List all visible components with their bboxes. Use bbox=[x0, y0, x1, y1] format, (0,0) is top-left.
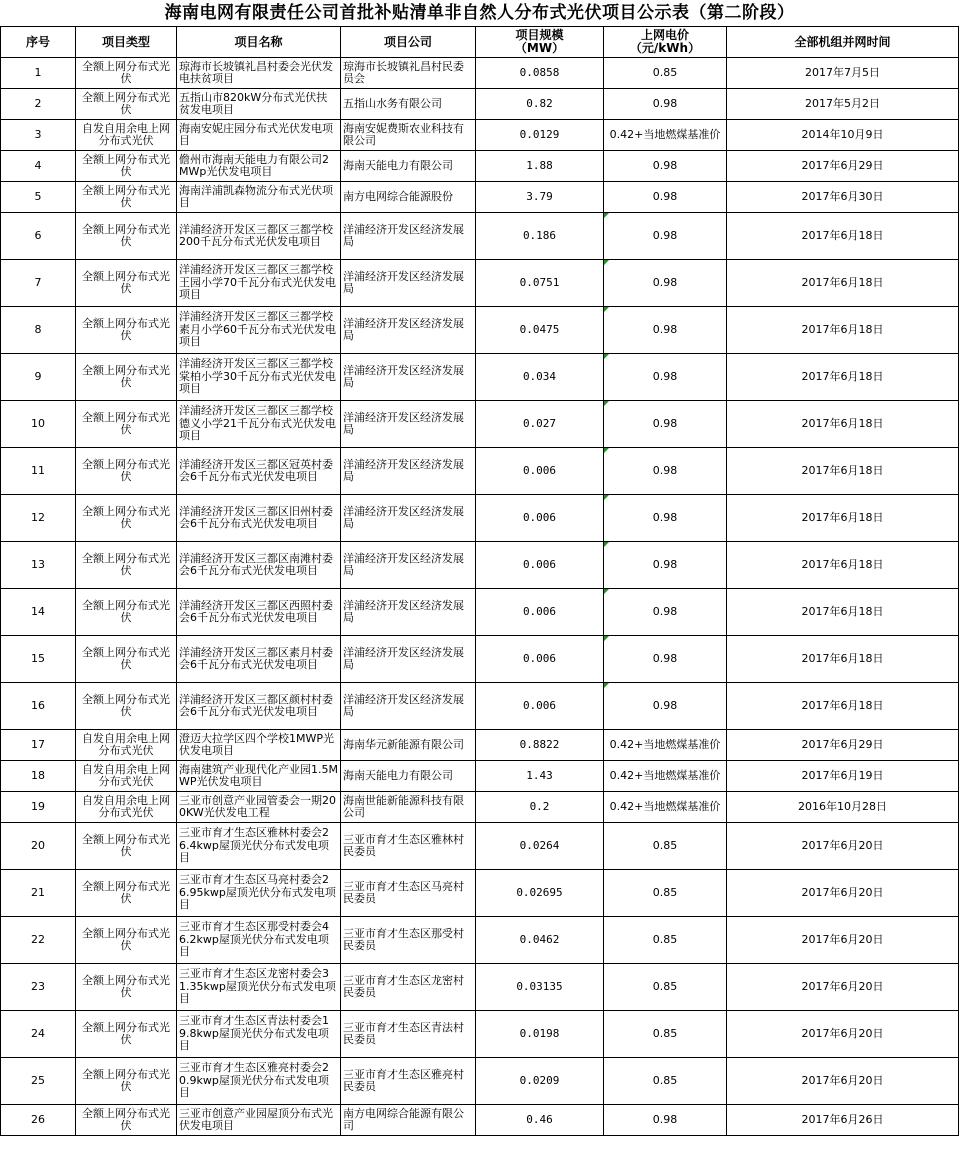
table-row bbox=[1, 542, 959, 589]
cell-company: 洋浦经济开发区经济发展局 bbox=[341, 542, 476, 589]
cell-time: 2016年10月28日 bbox=[727, 792, 959, 823]
cell-time: 2014年10月9日 bbox=[727, 120, 959, 151]
cell-type: 全额上网分布式光伏 bbox=[76, 1105, 177, 1136]
cell-type: 全额上网分布式光伏 bbox=[76, 260, 177, 307]
cell-capacity: 0.03135 bbox=[476, 964, 604, 1011]
cell-price: 0.42+当地燃煤基准价 bbox=[604, 730, 727, 761]
cell-name: 琼海市长坡镇礼昌村委会光伏发电扶贫项目 bbox=[177, 58, 341, 89]
cell-price: 0.42+当地燃煤基准价 bbox=[604, 761, 727, 792]
table-row bbox=[1, 823, 959, 870]
table-row bbox=[1, 120, 959, 151]
cell-time: 2017年7月5日 bbox=[727, 58, 959, 89]
cell-company: 洋浦经济开发区经济发展局 bbox=[341, 589, 476, 636]
cell-price: 0.98 bbox=[604, 401, 727, 448]
cell-name: 海南洋浦凯森物流分布式光伏项目 bbox=[177, 182, 341, 213]
page-title: 海南电网有限责任公司首批补贴清单非自然人分布式光伏项目公示表（第二阶段） bbox=[164, 3, 795, 23]
cell-name: 洋浦经济开发区三都区素月村委会6千瓦分布式光伏发电项目 bbox=[177, 636, 341, 683]
header-price-line1: 上网电价 bbox=[640, 28, 689, 42]
cell-time: 2017年6月20日 bbox=[727, 964, 959, 1011]
cell-seq: 1 bbox=[1, 58, 76, 89]
table-row bbox=[1, 964, 959, 1011]
cell-price: 0.98 bbox=[604, 354, 727, 401]
cell-price: 0.85 bbox=[604, 1058, 727, 1105]
header-time: 全部机组并网时间 bbox=[727, 27, 959, 58]
cell-time: 2017年6月18日 bbox=[727, 542, 959, 589]
cell-type: 全额上网分布式光伏 bbox=[76, 870, 177, 917]
cell-price: 0.98 bbox=[604, 213, 727, 260]
cell-company: 洋浦经济开发区经济发展局 bbox=[341, 354, 476, 401]
table-row bbox=[1, 448, 959, 495]
cell-name: 儋州市海南天能电力有限公司2MWp光伏发电项目 bbox=[177, 151, 341, 182]
cell-type: 全额上网分布式光伏 bbox=[76, 964, 177, 1011]
cell-name: 三亚市创意产业园管委会一期200KW光伏发电工程 bbox=[177, 792, 341, 823]
cell-company: 五指山水务有限公司 bbox=[341, 89, 476, 120]
cell-time: 2017年6月18日 bbox=[727, 636, 959, 683]
cell-seq: 17 bbox=[1, 730, 76, 761]
cell-type: 全额上网分布式光伏 bbox=[76, 58, 177, 89]
cell-type: 全额上网分布式光伏 bbox=[76, 151, 177, 182]
cell-capacity: 0.46 bbox=[476, 1105, 604, 1136]
cell-price: 0.42+当地燃煤基准价 bbox=[604, 792, 727, 823]
cell-price: 0.98 bbox=[604, 260, 727, 307]
cell-seq: 3 bbox=[1, 120, 76, 151]
cell-time: 2017年6月30日 bbox=[727, 182, 959, 213]
cell-seq: 22 bbox=[1, 917, 76, 964]
cell-seq: 4 bbox=[1, 151, 76, 182]
table-row bbox=[1, 354, 959, 401]
cell-price: 0.98 bbox=[604, 307, 727, 354]
cell-type: 全额上网分布式光伏 bbox=[76, 182, 177, 213]
cell-capacity: 0.006 bbox=[476, 495, 604, 542]
cell-price: 0.98 bbox=[604, 542, 727, 589]
cell-type: 全额上网分布式光伏 bbox=[76, 589, 177, 636]
cell-type: 全额上网分布式光伏 bbox=[76, 1011, 177, 1058]
cell-capacity: 0.186 bbox=[476, 213, 604, 260]
table-row bbox=[1, 89, 959, 120]
cell-company: 三亚市育才生态区雅林村民委员 bbox=[341, 823, 476, 870]
cell-seq: 13 bbox=[1, 542, 76, 589]
cell-capacity: 0.0264 bbox=[476, 823, 604, 870]
cell-company: 洋浦经济开发区经济发展局 bbox=[341, 636, 476, 683]
cell-seq: 16 bbox=[1, 683, 76, 730]
cell-company: 洋浦经济开发区经济发展局 bbox=[341, 213, 476, 260]
cell-time: 2017年6月18日 bbox=[727, 401, 959, 448]
header-name: 项目名称 bbox=[177, 27, 341, 58]
table-row bbox=[1, 401, 959, 448]
cell-name: 三亚市育才生态区那受村委会46.2kwp屋顶光伏分布式发电项目 bbox=[177, 917, 341, 964]
cell-name: 三亚市育才生态区青法村委会19.8kwp屋顶光伏分布式发电项目 bbox=[177, 1011, 341, 1058]
cell-price: 0.85 bbox=[604, 58, 727, 89]
cell-type: 自发自用余电上网分布式光伏 bbox=[76, 120, 177, 151]
project-table bbox=[0, 26, 959, 1136]
cell-time: 2017年6月29日 bbox=[727, 730, 959, 761]
cell-time: 2017年6月29日 bbox=[727, 151, 959, 182]
cell-capacity: 0.034 bbox=[476, 354, 604, 401]
cell-company: 洋浦经济开发区经济发展局 bbox=[341, 401, 476, 448]
cell-capacity: 0.8822 bbox=[476, 730, 604, 761]
table-row bbox=[1, 870, 959, 917]
cell-type: 全额上网分布式光伏 bbox=[76, 89, 177, 120]
cell-price: 0.98 bbox=[604, 636, 727, 683]
cell-name: 海南安妮庄园分布式光伏发电项目 bbox=[177, 120, 341, 151]
cell-seq: 23 bbox=[1, 964, 76, 1011]
cell-company: 三亚市育才生态区那受村民委员 bbox=[341, 917, 476, 964]
cell-capacity: 3.79 bbox=[476, 182, 604, 213]
cell-company: 南方电网综合能源有限公司 bbox=[341, 1105, 476, 1136]
cell-name: 三亚市创意产业园屋顶分布式光伏发电项目 bbox=[177, 1105, 341, 1136]
cell-price: 0.98 bbox=[604, 495, 727, 542]
cell-capacity: 0.006 bbox=[476, 448, 604, 495]
cell-company: 海南世能新能源科技有限公司 bbox=[341, 792, 476, 823]
cell-seq: 25 bbox=[1, 1058, 76, 1105]
cell-time: 2017年6月18日 bbox=[727, 589, 959, 636]
cell-capacity: 0.0462 bbox=[476, 917, 604, 964]
cell-price: 0.98 bbox=[604, 182, 727, 213]
table-row bbox=[1, 1058, 959, 1105]
cell-time: 2017年6月26日 bbox=[727, 1105, 959, 1136]
cell-type: 全额上网分布式光伏 bbox=[76, 495, 177, 542]
cell-name: 海南建筑产业现代化产业园1.5MWP光伏发电项目 bbox=[177, 761, 341, 792]
cell-seq: 20 bbox=[1, 823, 76, 870]
table-row bbox=[1, 495, 959, 542]
cell-name: 三亚市育才生态区雅林村委会26.4kwp屋顶光伏分布式发电项目 bbox=[177, 823, 341, 870]
cell-capacity: 0.2 bbox=[476, 792, 604, 823]
cell-company: 三亚市育才生态区龙密村民委员 bbox=[341, 964, 476, 1011]
cell-seq: 7 bbox=[1, 260, 76, 307]
cell-name: 洋浦经济开发区三都区三都学校德义小学21千瓦分布式光伏发电项目 bbox=[177, 401, 341, 448]
cell-time: 2017年6月18日 bbox=[727, 213, 959, 260]
cell-name: 洋浦经济开发区三都区颜村村委会6千瓦分布式光伏发电项目 bbox=[177, 683, 341, 730]
cell-name: 洋浦经济开发区三都区三都学校200千瓦分布式光伏发电项目 bbox=[177, 213, 341, 260]
header-price bbox=[604, 27, 727, 58]
cell-capacity: 0.0209 bbox=[476, 1058, 604, 1105]
cell-capacity: 0.0198 bbox=[476, 1011, 604, 1058]
cell-price: 0.85 bbox=[604, 917, 727, 964]
cell-time: 2017年5月2日 bbox=[727, 89, 959, 120]
cell-name: 三亚市育才生态区马亮村委会26.95kwp屋顶光伏分布式发电项目 bbox=[177, 870, 341, 917]
cell-price: 0.85 bbox=[604, 1011, 727, 1058]
cell-name: 洋浦经济开发区三都区南滩村委会6千瓦分布式光伏发电项目 bbox=[177, 542, 341, 589]
cell-type: 全额上网分布式光伏 bbox=[76, 542, 177, 589]
table-row bbox=[1, 58, 959, 89]
table-row bbox=[1, 589, 959, 636]
cell-capacity: 1.88 bbox=[476, 151, 604, 182]
cell-name: 洋浦经济开发区三都区三都学校王园小学70千瓦分布式光伏发电项目 bbox=[177, 260, 341, 307]
cell-name: 洋浦经济开发区三都区旧州村委会6千瓦分布式光伏发电项目 bbox=[177, 495, 341, 542]
cell-seq: 19 bbox=[1, 792, 76, 823]
cell-name: 五指山市820kW分布式光伏扶贫发电项目 bbox=[177, 89, 341, 120]
header-company: 项目公司 bbox=[341, 27, 476, 58]
table-row bbox=[1, 683, 959, 730]
table-row bbox=[1, 260, 959, 307]
cell-seq: 14 bbox=[1, 589, 76, 636]
cell-capacity: 0.0475 bbox=[476, 307, 604, 354]
table-row bbox=[1, 1105, 959, 1136]
cell-time: 2017年6月19日 bbox=[727, 761, 959, 792]
cell-seq: 15 bbox=[1, 636, 76, 683]
table-body bbox=[1, 58, 959, 1136]
cell-seq: 5 bbox=[1, 182, 76, 213]
cell-company: 三亚市育才生态区雅亮村民委员 bbox=[341, 1058, 476, 1105]
cell-seq: 21 bbox=[1, 870, 76, 917]
cell-type: 自发自用余电上网分布式光伏 bbox=[76, 792, 177, 823]
cell-time: 2017年6月18日 bbox=[727, 260, 959, 307]
cell-capacity: 0.027 bbox=[476, 401, 604, 448]
cell-time: 2017年6月20日 bbox=[727, 870, 959, 917]
cell-time: 2017年6月20日 bbox=[727, 823, 959, 870]
table-row bbox=[1, 1011, 959, 1058]
table-row bbox=[1, 182, 959, 213]
cell-company: 三亚市育才生态区青法村民委员 bbox=[341, 1011, 476, 1058]
cell-price: 0.98 bbox=[604, 589, 727, 636]
cell-capacity: 0.006 bbox=[476, 542, 604, 589]
header-seq: 序号 bbox=[1, 27, 76, 58]
table-row bbox=[1, 636, 959, 683]
cell-type: 全额上网分布式光伏 bbox=[76, 683, 177, 730]
cell-type: 全额上网分布式光伏 bbox=[76, 1058, 177, 1105]
cell-company: 海南天能电力有限公司 bbox=[341, 151, 476, 182]
table-row bbox=[1, 792, 959, 823]
cell-capacity: 0.02695 bbox=[476, 870, 604, 917]
header-capacity-line1: 项目规模 bbox=[515, 28, 564, 42]
cell-capacity: 0.0751 bbox=[476, 260, 604, 307]
cell-name: 三亚市育才生态区龙密村委会31.35kwp屋顶光伏分布式发电项目 bbox=[177, 964, 341, 1011]
cell-time: 2017年6月18日 bbox=[727, 448, 959, 495]
cell-time: 2017年6月18日 bbox=[727, 354, 959, 401]
cell-capacity: 0.82 bbox=[476, 89, 604, 120]
cell-seq: 6 bbox=[1, 213, 76, 260]
cell-type: 全额上网分布式光伏 bbox=[76, 448, 177, 495]
header-row bbox=[1, 27, 959, 58]
cell-name: 洋浦经济开发区三都区冠英村委会6千瓦分布式光伏发电项目 bbox=[177, 448, 341, 495]
cell-capacity: 1.43 bbox=[476, 761, 604, 792]
cell-seq: 12 bbox=[1, 495, 76, 542]
header-capacity bbox=[476, 27, 604, 58]
header-type: 项目类型 bbox=[76, 27, 177, 58]
cell-time: 2017年6月20日 bbox=[727, 917, 959, 964]
cell-company: 洋浦经济开发区经济发展局 bbox=[341, 260, 476, 307]
cell-capacity: 0.006 bbox=[476, 589, 604, 636]
table-row bbox=[1, 151, 959, 182]
cell-type: 全额上网分布式光伏 bbox=[76, 823, 177, 870]
table-row bbox=[1, 761, 959, 792]
cell-company: 洋浦经济开发区经济发展局 bbox=[341, 448, 476, 495]
cell-price: 0.98 bbox=[604, 151, 727, 182]
cell-seq: 2 bbox=[1, 89, 76, 120]
table-row bbox=[1, 730, 959, 761]
cell-capacity: 0.006 bbox=[476, 636, 604, 683]
cell-type: 自发自用余电上网分布式光伏 bbox=[76, 730, 177, 761]
cell-type: 全额上网分布式光伏 bbox=[76, 917, 177, 964]
cell-time: 2017年6月18日 bbox=[727, 307, 959, 354]
cell-time: 2017年6月20日 bbox=[727, 1058, 959, 1105]
cell-company: 洋浦经济开发区经济发展局 bbox=[341, 495, 476, 542]
cell-company: 三亚市育才生态区马亮村民委员 bbox=[341, 870, 476, 917]
cell-company: 海南华元新能源有限公司 bbox=[341, 730, 476, 761]
cell-type: 全额上网分布式光伏 bbox=[76, 401, 177, 448]
cell-name: 洋浦经济开发区三都区三都学校素月小学60千瓦分布式光伏发电项目 bbox=[177, 307, 341, 354]
cell-capacity: 0.0858 bbox=[476, 58, 604, 89]
cell-company: 洋浦经济开发区经济发展局 bbox=[341, 307, 476, 354]
cell-company: 海南天能电力有限公司 bbox=[341, 761, 476, 792]
cell-seq: 9 bbox=[1, 354, 76, 401]
cell-type: 全额上网分布式光伏 bbox=[76, 213, 177, 260]
cell-price: 0.85 bbox=[604, 823, 727, 870]
cell-price: 0.98 bbox=[604, 89, 727, 120]
cell-capacity: 0.006 bbox=[476, 683, 604, 730]
cell-company: 南方电网综合能源股份 bbox=[341, 182, 476, 213]
cell-price: 0.98 bbox=[604, 1105, 727, 1136]
cell-seq: 10 bbox=[1, 401, 76, 448]
cell-name: 三亚市育才生态区雅亮村委会20.9kwp屋顶光伏分布式发电项目 bbox=[177, 1058, 341, 1105]
cell-seq: 11 bbox=[1, 448, 76, 495]
cell-seq: 8 bbox=[1, 307, 76, 354]
cell-type: 自发自用余电上网分布式光伏 bbox=[76, 761, 177, 792]
cell-price: 0.42+当地燃煤基准价 bbox=[604, 120, 727, 151]
cell-company: 洋浦经济开发区经济发展局 bbox=[341, 683, 476, 730]
cell-type: 全额上网分布式光伏 bbox=[76, 307, 177, 354]
cell-type: 全额上网分布式光伏 bbox=[76, 636, 177, 683]
cell-seq: 18 bbox=[1, 761, 76, 792]
cell-price: 0.85 bbox=[604, 964, 727, 1011]
cell-capacity: 0.0129 bbox=[476, 120, 604, 151]
table-row bbox=[1, 917, 959, 964]
cell-price: 0.98 bbox=[604, 448, 727, 495]
table-row bbox=[1, 307, 959, 354]
cell-price: 0.85 bbox=[604, 870, 727, 917]
cell-company: 海南安妮费斯农业科技有限公司 bbox=[341, 120, 476, 151]
cell-price: 0.98 bbox=[604, 683, 727, 730]
cell-seq: 24 bbox=[1, 1011, 76, 1058]
cell-name: 澄迈大拉学区四个学校1MWP光伏发电项目 bbox=[177, 730, 341, 761]
cell-time: 2017年6月18日 bbox=[727, 683, 959, 730]
cell-company: 琼海市长坡镇礼昌村民委员会 bbox=[341, 58, 476, 89]
cell-time: 2017年6月18日 bbox=[727, 495, 959, 542]
cell-time: 2017年6月20日 bbox=[727, 1011, 959, 1058]
header-capacity-line2: （MW） bbox=[514, 41, 565, 55]
table-row bbox=[1, 213, 959, 260]
cell-type: 全额上网分布式光伏 bbox=[76, 354, 177, 401]
cell-name: 洋浦经济开发区三都区西照村委会6千瓦分布式光伏发电项目 bbox=[177, 589, 341, 636]
cell-seq: 26 bbox=[1, 1105, 76, 1136]
cell-name: 洋浦经济开发区三都区三都学校棠柏小学30千瓦分布式光伏发电项目 bbox=[177, 354, 341, 401]
header-price-line2: （元/kWh） bbox=[629, 41, 701, 55]
